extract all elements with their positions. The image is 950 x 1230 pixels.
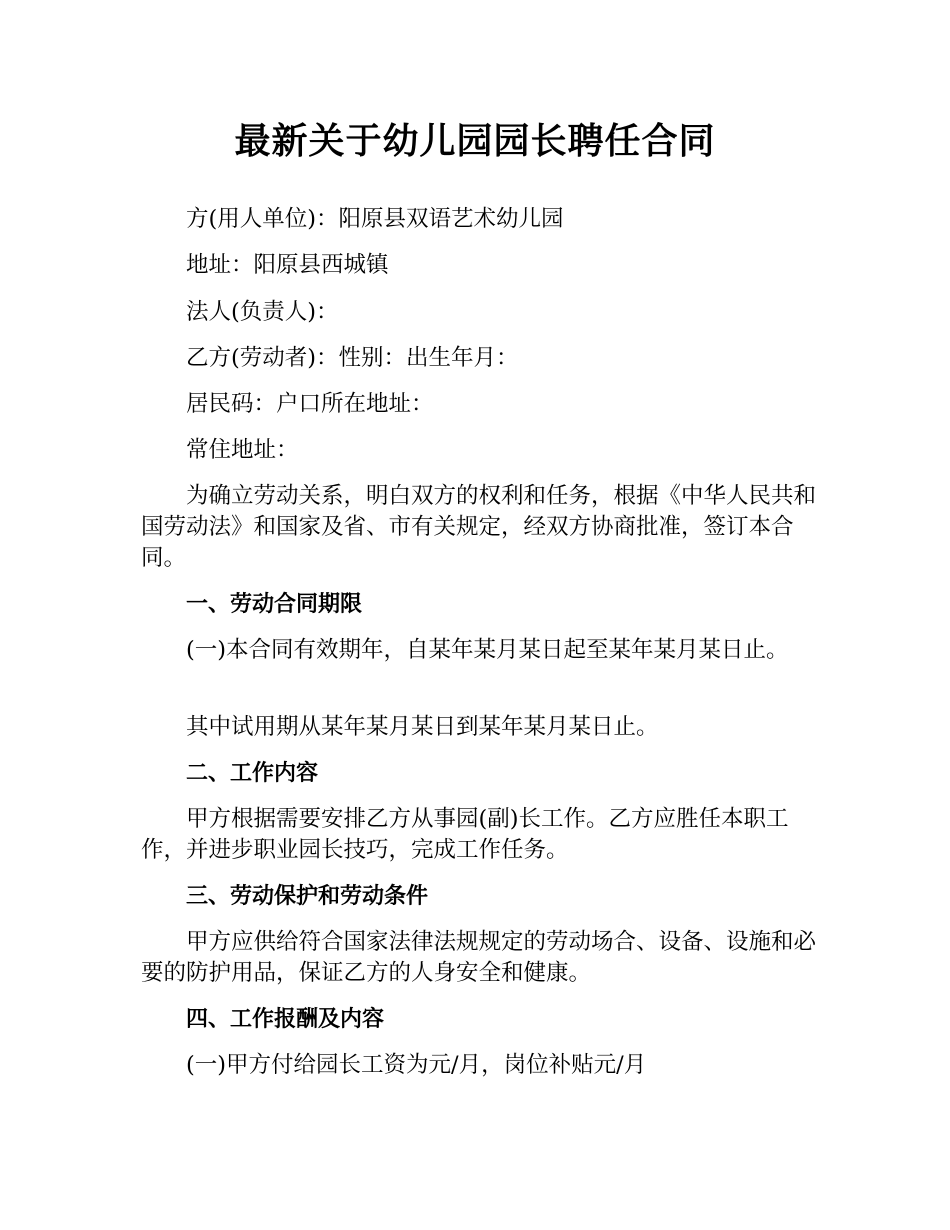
party-a-line: 方(用人单位)：阳原县双语艺术幼儿园	[186, 206, 564, 232]
document-title: 最新关于幼儿园园长聘任合同	[234, 121, 716, 162]
section-3-heading: 三、劳动保护和劳动条件	[186, 884, 429, 909]
address-line: 地址：阳原县西城镇	[186, 252, 389, 278]
id-line: 居民码：户口所在地址：	[186, 391, 434, 417]
intro-paragraph: 为确立劳动关系，明白双方的权利和任务，根据《中华人民共和国劳动法》和国家及省、市有关规定，经双方协商批准，签订本合同。	[141, 483, 817, 571]
section-3-paragraph-1: 甲方应供给符合国家法律法规规定的劳动场合、设备、设施和必要的防护用品，保证乙方的人身安全和健康。	[141, 929, 817, 986]
legal-rep-line: 法人(负责人)：	[186, 299, 339, 325]
section-4-heading: 四、工作报酬及内容	[186, 1007, 385, 1032]
section-2-heading: 二、工作内容	[186, 761, 319, 786]
party-b-line: 乙方(劳动者)：性别：出生年月：	[186, 345, 519, 371]
section-1-paragraph-1: (一)本合同有效期年，自某年某月某日起至某年某月某日止。	[186, 637, 789, 663]
section-1-paragraph-2: 其中试用期从某年某月某日到某年某月某日止。	[186, 714, 659, 740]
section-1-heading: 一、劳动合同期限	[186, 592, 363, 617]
residence-line: 常住地址：	[186, 437, 299, 463]
section-2-paragraph-1: 甲方根据需要安排乙方从事园(副)长工作。乙方应胜任本职工作，并进步职业园长技巧，完成工作任务。	[141, 806, 789, 863]
section-4-paragraph-1: (一)甲方付给园长工资为元/月，岗位补贴元/月	[186, 1052, 647, 1078]
